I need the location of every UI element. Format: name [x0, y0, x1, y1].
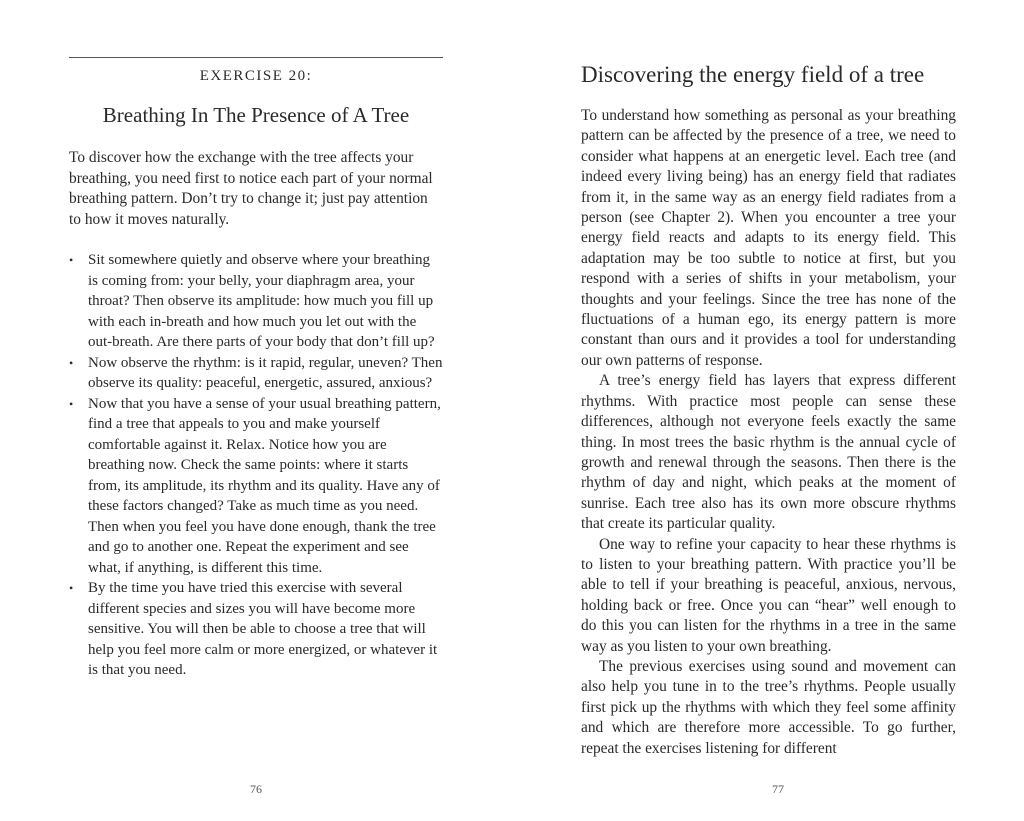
exercise-title: Breathing In The Presence of A Tree [102, 103, 410, 127]
exercise-intro: To discover how the exchange with the tree affects your breathing, you need first to notice each part of your normal breathing pattern. Don’t try to change it; just pay attention to how it moves naturally. [69, 149, 433, 228]
list-item [69, 578, 443, 681]
bullet-icon: • [69, 253, 74, 267]
paragraph: The previous exercises using sound and movement can also help you tune in to the tree’s rhythms. People usually first pick up the rhythms with which they feel some affinity and which are therefore more accessible. To go further, repeat the exercises listening for different [581, 657, 956, 757]
top-rule [69, 57, 443, 58]
bullet-icon: • [69, 396, 74, 411]
list-item-text: Now observe the rhythm: is it rapid, regular, uneven? Then observe its quality: peaceful, energetic, assured, anxious? [88, 354, 443, 391]
exercise-steps-list [69, 250, 443, 681]
list-item [69, 250, 443, 353]
list-item [69, 353, 443, 394]
right-page [512, 0, 1024, 821]
page-number: 77 [772, 782, 784, 796]
page-number: 76 [250, 782, 262, 796]
paragraph: One way to refine your capacity to hear these rhythms is to listen to your breathing pattern. With practice you’ll be able to tell if your breathing is peaceful, anxious, nervous, holding back or free. Once you can “hear” well enough to do this you can listen for the rhythms in a tree in the same way as you listen to your own breathing. [581, 535, 956, 655]
list-item-text: By the time you have tried this exercise with several different species and sizes you will have become more sensitive. You will then be able to choose a tree that will help you feel more calm or more energized, or whatever it is that you need. [88, 580, 438, 678]
bullet-icon: • [69, 355, 74, 370]
paragraph: To understand how something as personal as your breathing pattern can be affected by the presence of a tree, we need to consider what happens at an energetic level. Each tree (and indeed every living being) has an energy field that radiates from it, in the same way as an energy field radiates from a person (see Chapter 2). When you encounter a tree your energy field reacts and adapts to its energy field. This adaptation may be too subtle to notice at first, but you respond with a series of shifts in your metabolism, your thoughts and your feelings. Since the tree has none of the fluctuations of a human ego, its energy pattern is more constant than ours and it provides a tool for understanding our own patterns of response. [581, 107, 956, 369]
section-body [581, 106, 956, 759]
exercise-label: EXERCISE 20: [199, 68, 313, 84]
bullet-icon: • [69, 581, 74, 595]
paragraph: A tree’s energy field has layers that express different rhythms. With practice most people can sense these differences, although not everyone feels exactly the same thing. In most trees the basic rhythm is the annual cycle of growth and renewal through the seasons. Then there is the rhythm of day and night, which peaks at the moment of sunrise. Each tree also has its own more obscure rhythms that create its particular quality. [581, 372, 956, 533]
list-item [69, 394, 443, 579]
list-item-text: Sit somewhere quietly and observe where your breathing is coming from: your belly, your diaphragm area, your throat? Then observe its amplitude: how much you fill up with each in-breath and how much you let out with the out-breath. Are there parts of your body that don’t fill up? [88, 252, 435, 350]
section-title: Discovering the energy field of a tree [581, 62, 925, 87]
list-item-text: Now that you have a sense of your usual breathing pattern, find a tree that appeals to you and make yourself comfortable against it. Relax. Notice how you are breathing now. Check the same points: where it starts from, its amplitude, its rhythm and its quality. Have any of these factors changed? Take as much time as you need. Then when you feel you have done enough, thank the tree and go to another one. Repeat the experiment and see what, if anything, is different this time. [88, 395, 441, 576]
